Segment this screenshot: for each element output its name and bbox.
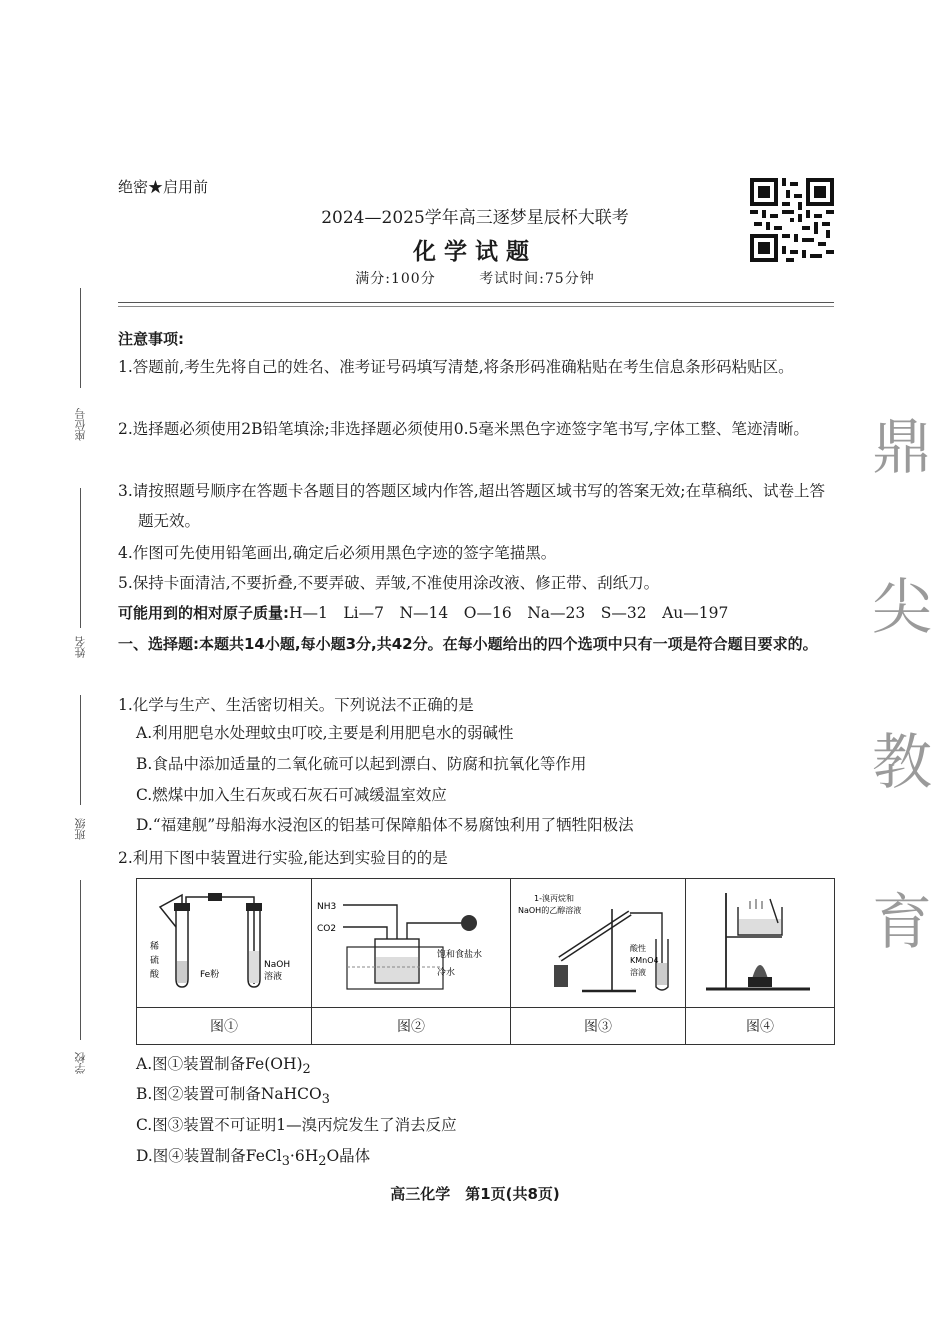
fig3-reagent-label-2: NaOH的乙醇溶液	[518, 906, 582, 915]
fig2-cold-water-label: 冷水	[437, 968, 456, 978]
side-line	[80, 695, 81, 805]
fig1-acid-label-2: 硫	[150, 956, 160, 966]
secret-label: 绝密★启用前	[118, 178, 209, 196]
figure-2-caption: 图②	[312, 1008, 511, 1045]
fig2-co2-label: CO2	[317, 924, 337, 934]
qr-code-icon	[750, 178, 834, 262]
side-label-school: 学校	[74, 1052, 87, 1074]
note-item: 4.作图可先使用铅笔画出,确定后必须用黑色字迹的签字笔描黑。	[118, 544, 557, 562]
apparatus-figure-table	[136, 878, 835, 1045]
section-heading: 一、选择题:本题共14小题,每小题3分,共42分。在每小题给出的四个选项中只有一项是符合题目要求的。	[118, 635, 818, 653]
watermark-char: 教	[872, 728, 932, 798]
watermark-char: 尖	[872, 573, 932, 643]
fig1-acid-label-1: 稀	[150, 942, 160, 952]
fig2-nh3-label: NH3	[317, 902, 337, 912]
figure-4-caption: 图④	[686, 1008, 835, 1045]
side-label-seat: 座位号	[74, 408, 87, 441]
figure-4-apparatus	[686, 879, 834, 1003]
watermark-char: 鼎	[872, 413, 932, 483]
q2-option-d-text-2: ·6H	[289, 1147, 319, 1165]
figure-2-apparatus	[313, 879, 509, 1003]
q2-option-a-text: A.图①装置制备Fe(OH)	[136, 1055, 303, 1073]
subject-title: 化学试题	[413, 238, 537, 265]
fig1-naoh-label-2: 溶液	[264, 972, 283, 982]
side-line	[80, 488, 81, 628]
figure-1-caption: 图①	[137, 1008, 312, 1045]
q1-option-c: C.燃煤中加入生石灰或石灰石可减缓温室效应	[136, 786, 447, 804]
fig2-brine-label: 饱和食盐水	[437, 950, 483, 960]
exam-title: 2024—2025学年高三逐梦星辰杯大联考	[321, 208, 629, 228]
fig1-acid-label-3: 酸	[150, 970, 160, 980]
exam-meta	[0, 268, 950, 288]
q2-option-d-sub-1: 3	[281, 1154, 290, 1170]
question-1-stem: 1.化学与生产、生活密切相关。下列说法不正确的是	[118, 696, 474, 714]
fig1-naoh-label-1: NaOH	[264, 960, 291, 970]
side-label-class: 班级	[74, 818, 87, 840]
page-footer: 高三化学 第1页(共8页)	[390, 1185, 560, 1203]
atomic-masses-label: 可能用到的相对原子质量:	[118, 604, 289, 622]
note-item: 5.保持卡面清洁,不要折叠,不要弄破、弄皱,不准使用涂改液、修正带、刮纸刀。	[118, 574, 660, 592]
q2-option-c: C.图③装置不可证明1—溴丙烷发生了消去反应	[136, 1116, 457, 1134]
q2-option-d-sub-2: 2	[318, 1154, 327, 1170]
note-item: 3.请按照题号顺序在答题卡各题目的答题区域内作答,超出答题区域书写的答案无效;在草稿纸、试卷上答题无效。	[118, 482, 825, 530]
q1-option-a: A.利用肥皂水处理蚊虫叮咬,主要是利用肥皂水的弱碱性	[136, 724, 514, 742]
side-line	[80, 880, 81, 1040]
exam-time: 考试时间:75分钟	[479, 271, 595, 287]
q2-option-d	[136, 1144, 370, 1169]
note-item: 1.答题前,考生先将自己的姓名、准考证号码填写清楚,将条形码准确粘贴在考生信息条形码粘贴区。	[118, 358, 794, 376]
header-rule-thin	[118, 306, 834, 307]
atomic-masses	[118, 598, 834, 628]
figure-3-caption: 图③	[511, 1008, 686, 1045]
q1-option-d: D.“福建舰”母船海水浸泡区的铝基可保障船体不易腐蚀利用了牺牲阳极法	[136, 816, 634, 834]
figure-3-apparatus	[512, 879, 684, 1003]
notes-title: 注意事项:	[118, 330, 184, 348]
figure-4-cell	[686, 879, 835, 1008]
fig3-kmno4-label-2: KMnO4	[630, 956, 659, 965]
fig3-kmno4-label-1: 酸性	[630, 944, 646, 953]
fig1-iron-label: Fe粉	[200, 970, 220, 980]
side-label-name: 姓名	[74, 636, 87, 658]
q2-option-a	[136, 1052, 311, 1077]
figure-1-apparatus	[138, 879, 310, 1003]
header-rule	[118, 302, 834, 303]
watermark-char: 育	[872, 888, 932, 958]
q2-option-b-sub: 3	[321, 1092, 330, 1108]
q2-option-a-sub: 2	[302, 1062, 311, 1078]
full-score: 满分:100分	[355, 271, 436, 287]
figure-1-cell	[137, 879, 312, 1008]
figure-2-cell	[312, 879, 511, 1008]
note-item: 2.选择题必须使用2B铅笔填涂;非选择题必须使用0.5毫米黑色字迹签字笔书写,字体工整、笔迹清晰。	[118, 420, 809, 438]
side-line	[80, 288, 81, 388]
q2-option-d-text-3: O晶体	[326, 1147, 371, 1165]
fig3-reagent-label-1: 1-溴丙烷和	[534, 894, 574, 903]
q2-option-b-text: B.图②装置可制备NaHCO	[136, 1085, 322, 1103]
figure-3-cell	[511, 879, 686, 1008]
q2-option-b	[136, 1082, 330, 1107]
q2-option-d-text-1: D.图④装置制备FeCl	[136, 1147, 282, 1165]
q1-option-b: B.食品中添加适量的二氧化硫可以起到漂白、防腐和抗氧化等作用	[136, 755, 587, 773]
question-2-stem: 2.利用下图中装置进行实验,能达到实验目的的是	[118, 849, 448, 867]
fig3-kmno4-label-3: 溶液	[630, 968, 646, 977]
atomic-masses-values: H—1 Li—7 N—14 O—16 Na—23 S—32 Au—197	[289, 604, 729, 622]
